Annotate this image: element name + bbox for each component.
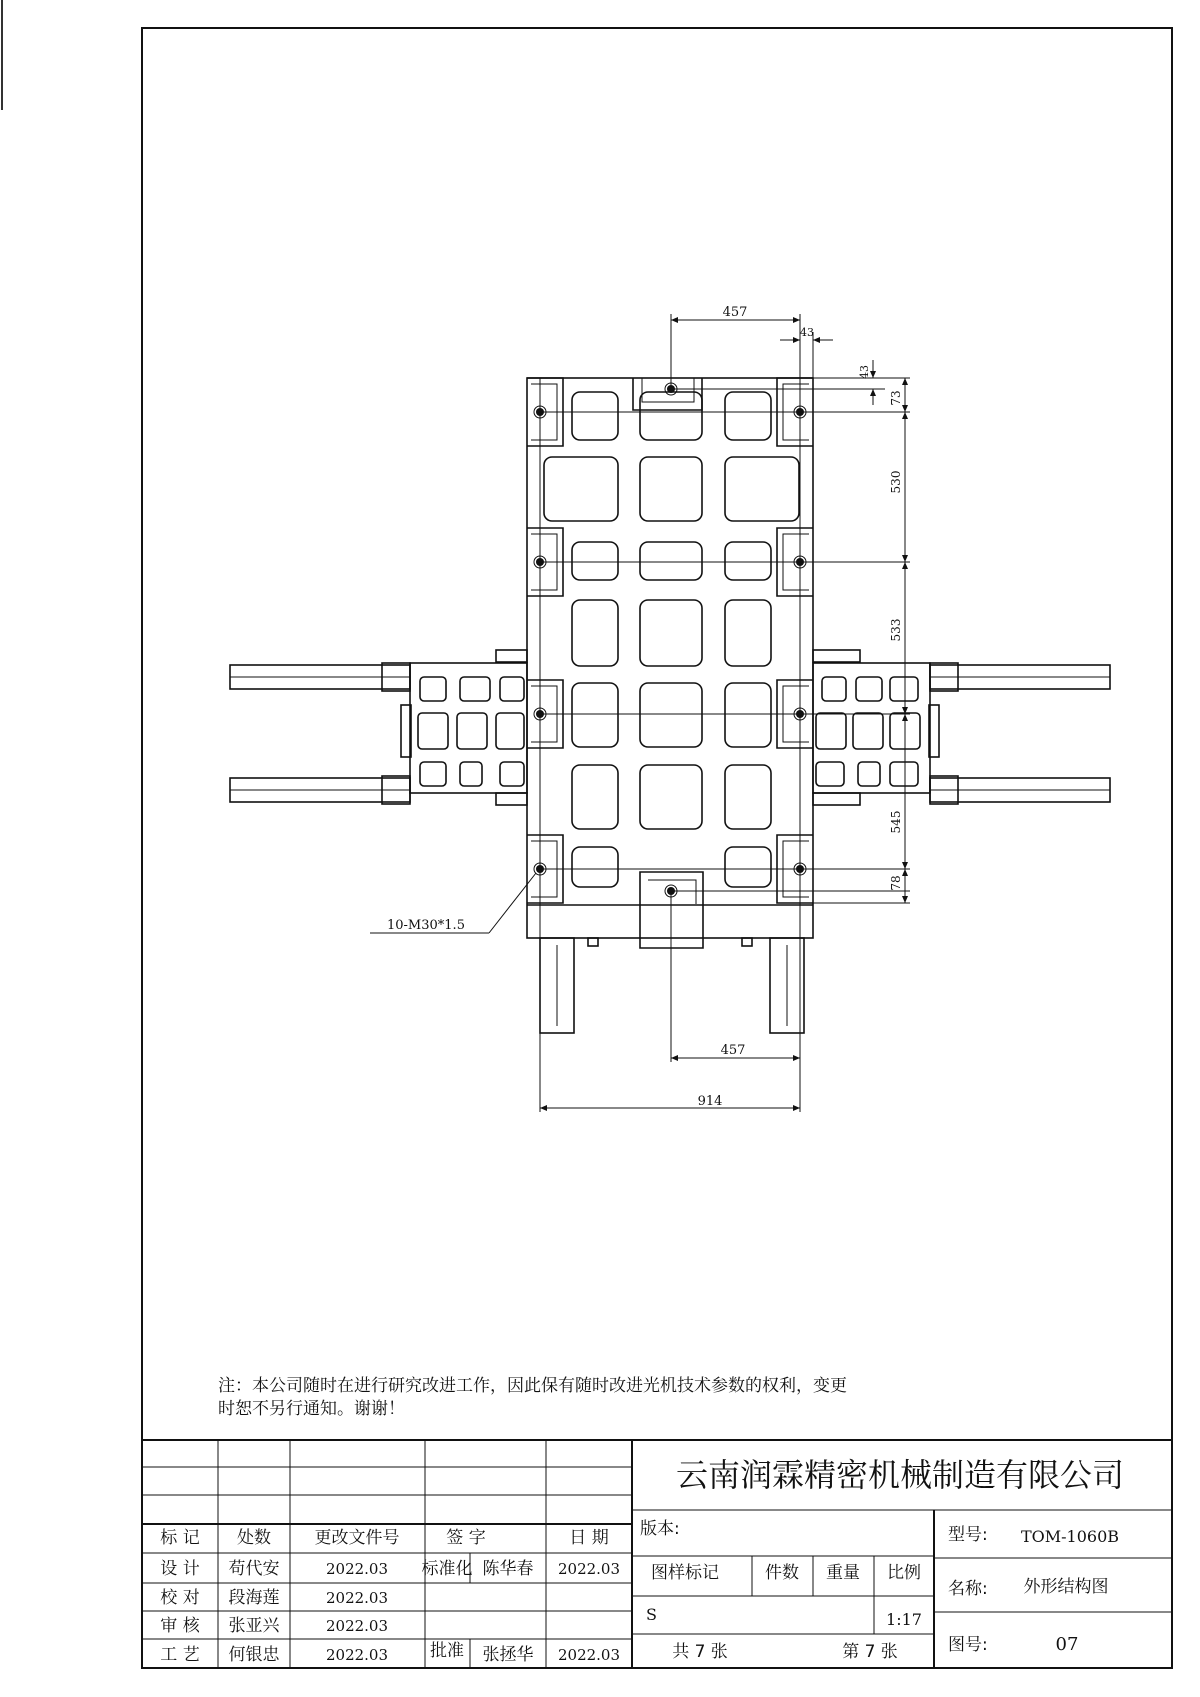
dim-right-78: 78 <box>889 875 903 891</box>
scale-label: 比例 <box>887 1563 921 1583</box>
name-check: 段海莲 <box>228 1588 280 1608</box>
header-count: 处数 <box>237 1528 271 1548</box>
dim-right-533: 533 <box>889 618 903 642</box>
model-value: TOM-1060B <box>1020 1527 1120 1546</box>
dim-bottom-457: 457 <box>720 1043 746 1058</box>
dim-top-457: 457 <box>722 305 748 320</box>
dim-bottom-914: 914 <box>697 1094 723 1109</box>
dim-right-530: 530 <box>889 470 903 494</box>
role-design: 设 计 <box>160 1559 200 1579</box>
note-line-1: 注：本公司随时在进行研究改进工作，因此保有随时改进光机技术参数的权利，变更 <box>218 1376 847 1396</box>
role-check: 校 对 <box>160 1588 200 1608</box>
sample-mark-value: S <box>646 1605 657 1624</box>
drawing-no-value: 07 <box>1055 1634 1079 1655</box>
date-review: 2022.03 <box>325 1617 389 1635</box>
date-process: 2022.03 <box>325 1646 389 1664</box>
role-review: 审 核 <box>160 1616 200 1636</box>
dim-right-545: 545 <box>889 810 903 834</box>
standardization-name: 陈华春 <box>482 1559 534 1579</box>
sample-mark-label: 图样标记 <box>651 1563 719 1583</box>
header-mark: 标 记 <box>160 1528 200 1548</box>
name-value: 外形结构图 <box>1023 1577 1109 1597</box>
name-design: 苟代安 <box>228 1559 280 1579</box>
header-date: 日 期 <box>569 1528 609 1548</box>
name-review: 张亚兴 <box>228 1616 280 1636</box>
dim-right-73: 73 <box>889 390 903 406</box>
company-name: 云南润霖精密机械制造有限公司 <box>675 1456 1125 1494</box>
date-check: 2022.03 <box>325 1589 389 1607</box>
version-label: 版本: <box>640 1519 680 1539</box>
weight-label: 重量 <box>826 1563 860 1583</box>
approve-date: 2022.03 <box>557 1646 621 1664</box>
standardization-label: 标准化 <box>421 1559 473 1579</box>
approve-label: 批准 <box>430 1641 464 1661</box>
dim-top-43: 43 <box>800 326 814 339</box>
scale-value: 1:17 <box>886 1610 922 1629</box>
approve-name: 张拯华 <box>482 1645 534 1665</box>
name-label: 名称: <box>948 1579 988 1599</box>
standardization-date: 2022.03 <box>557 1560 621 1578</box>
note-line-2: 时恕不另行通知。谢谢！ <box>218 1399 405 1419</box>
date-design: 2022.03 <box>325 1560 389 1578</box>
drawing-no-label: 图号: <box>948 1635 988 1655</box>
dim-right-43: 43 <box>858 365 871 379</box>
hole-callout: 10-M30*1.5 <box>387 918 465 933</box>
name-process: 何银忠 <box>228 1645 280 1665</box>
sheet-number: 第 7 张 <box>842 1642 898 1662</box>
machine-table-drawing <box>230 378 1110 1033</box>
role-process: 工 艺 <box>160 1645 200 1665</box>
quantity-label: 件数 <box>765 1563 799 1583</box>
total-sheets: 共 7 张 <box>672 1642 728 1662</box>
drawing-border <box>142 28 1172 1668</box>
header-signature: 签 字 <box>446 1528 486 1548</box>
model-label: 型号: <box>948 1525 988 1545</box>
header-change-doc: 更改文件号 <box>314 1528 400 1548</box>
dimension-texts <box>387 305 903 1109</box>
